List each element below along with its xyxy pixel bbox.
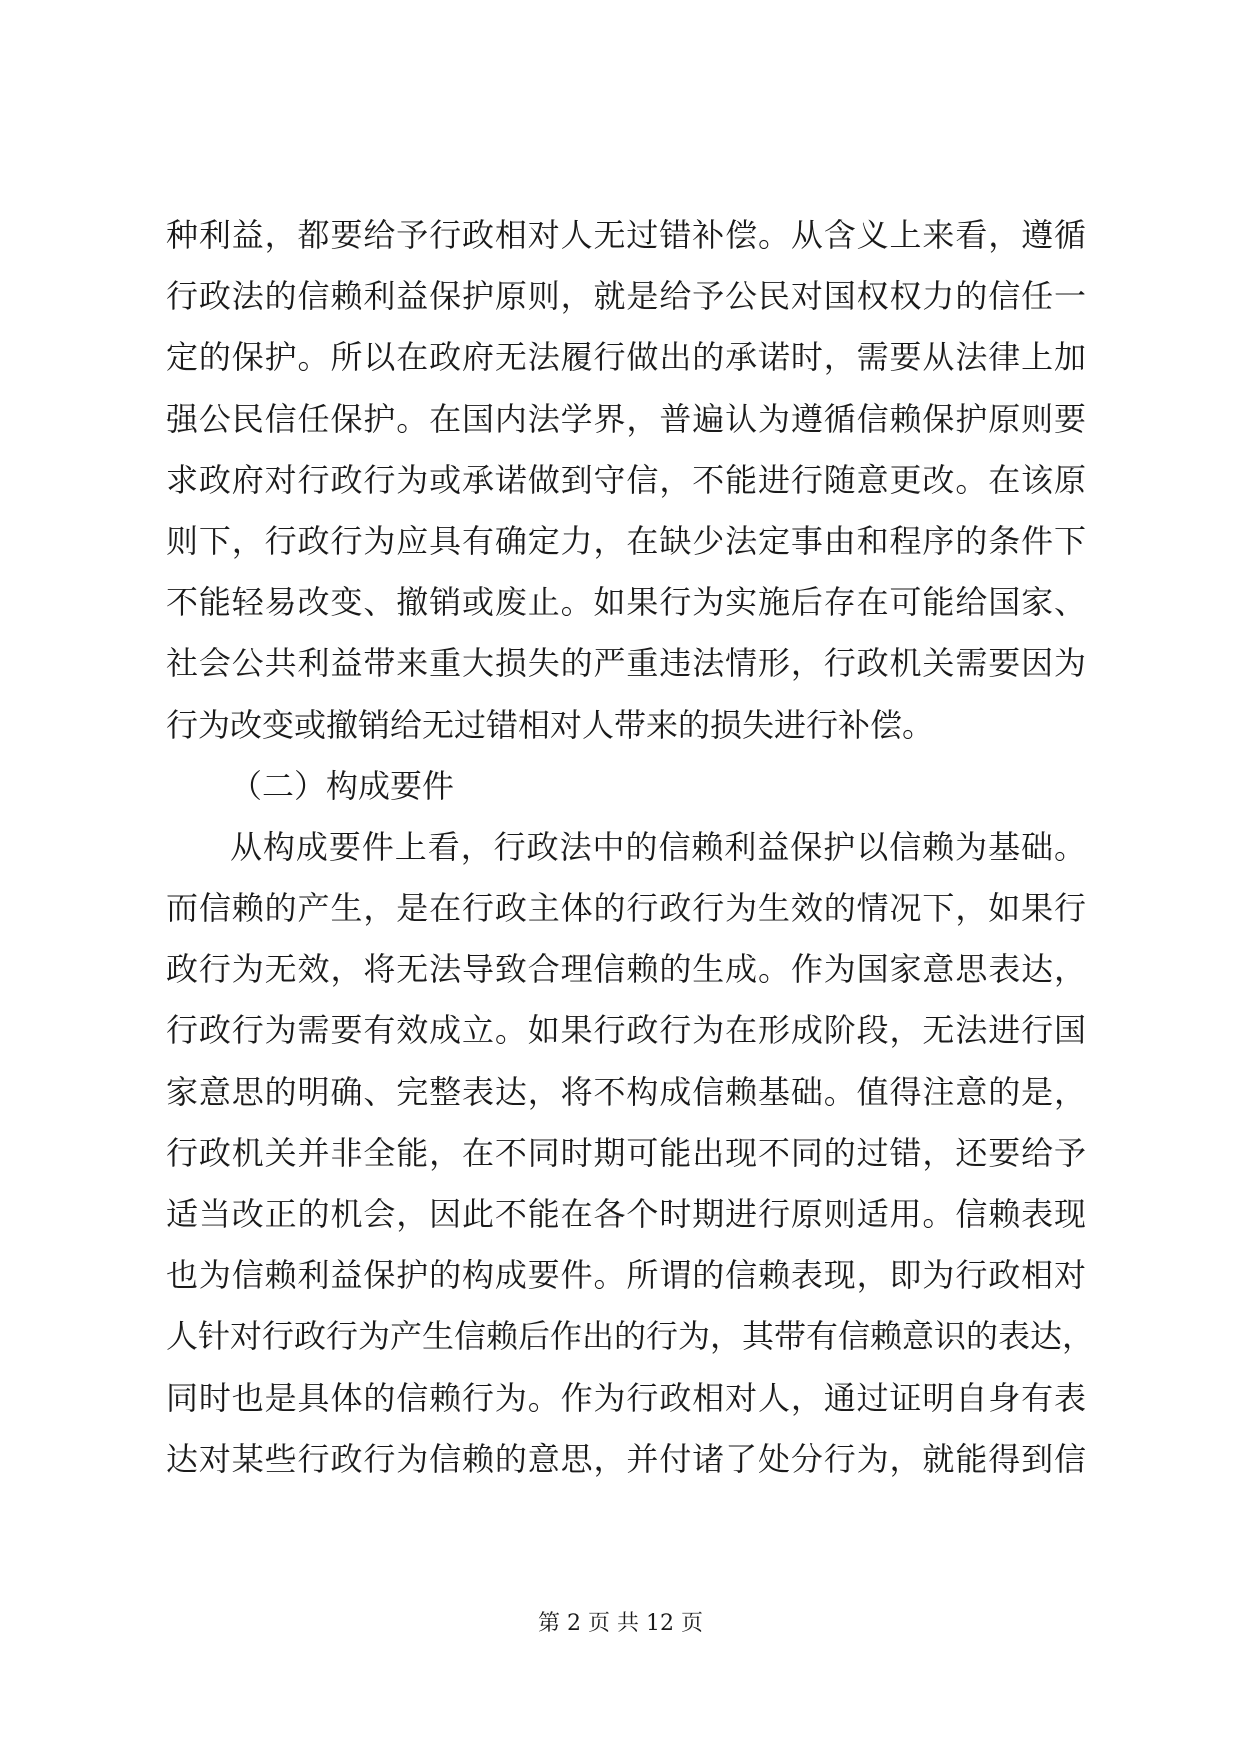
paragraph-1 — [166, 205, 1086, 756]
text-line: 求政府对行政行为或承诺做到守信，不能进行随意更改。在该原 — [166, 460, 1086, 499]
text-line: 定的保护。所以在政府无法履行做出的承诺时，需要从法律上加 — [166, 338, 1086, 377]
text-line: 不能轻易改变、撤销或废止。如果行为实施后存在可能给国家、 — [166, 583, 1086, 622]
text-line: 人针对行政行为产生信赖后作出的行为，其带有信赖意识的表达， — [166, 1317, 1095, 1356]
section-heading: （二）构成要件 — [230, 766, 455, 805]
text-line: 种利益，都要给予行政相对人无过错补偿。从含义上来看，遵循 — [166, 216, 1086, 254]
text-line: 则下，行政行为应具有确定力，在缺少法定事由和程序的条件下 — [166, 521, 1086, 560]
text-line: 也为信赖利益保护的构成要件。所谓的信赖表现，即为行政相对 — [166, 1256, 1086, 1295]
text-line: 达对某些行政行为信赖的意思，并付诸了处分行为，就能得到信 — [166, 1439, 1086, 1478]
text-line: 行为改变或撤销给无过错相对人带来的损失进行补偿。 — [166, 705, 935, 744]
paragraph-2 — [166, 817, 1095, 1490]
text-line: 强公民信任保护。在国内法学界，普遍认为遵循信赖保护原则要 — [166, 399, 1086, 438]
text-line: 家意思的明确、完整表达，将不构成信赖基础。值得注意的是， — [166, 1072, 1086, 1111]
body-text — [166, 205, 1095, 1490]
text-line: 社会公共利益带来重大损失的严重违法情形，行政机关需要因为 — [166, 644, 1086, 683]
text-line: 从构成要件上看，行政法中的信赖利益保护以信赖为基础。 — [230, 827, 1086, 866]
text-line: 适当改正的机会，因此不能在各个时期进行原则适用。信赖表现 — [166, 1195, 1086, 1233]
text-line: 行政行为需要有效成立。如果行政行为在形成阶段，无法进行国 — [166, 1011, 1086, 1050]
text-line: 行政机关并非全能，在不同时期可能出现不同的过错，还要给予 — [166, 1133, 1086, 1172]
text-line: 同时也是具体的信赖行为。作为行政相对人，通过证明自身有表 — [166, 1378, 1086, 1417]
text-line: 而信赖的产生，是在行政主体的行政行为生效的情况下，如果行 — [166, 889, 1086, 928]
text-line: 行政法的信赖利益保护原则，就是给予公民对国权权力的信任一 — [166, 277, 1086, 316]
page-number-footer: 第 2 页 共 12 页 — [538, 1611, 703, 1636]
text-line: 政行为无效，将无法导致合理信赖的生成。作为国家意思表达， — [166, 950, 1086, 989]
